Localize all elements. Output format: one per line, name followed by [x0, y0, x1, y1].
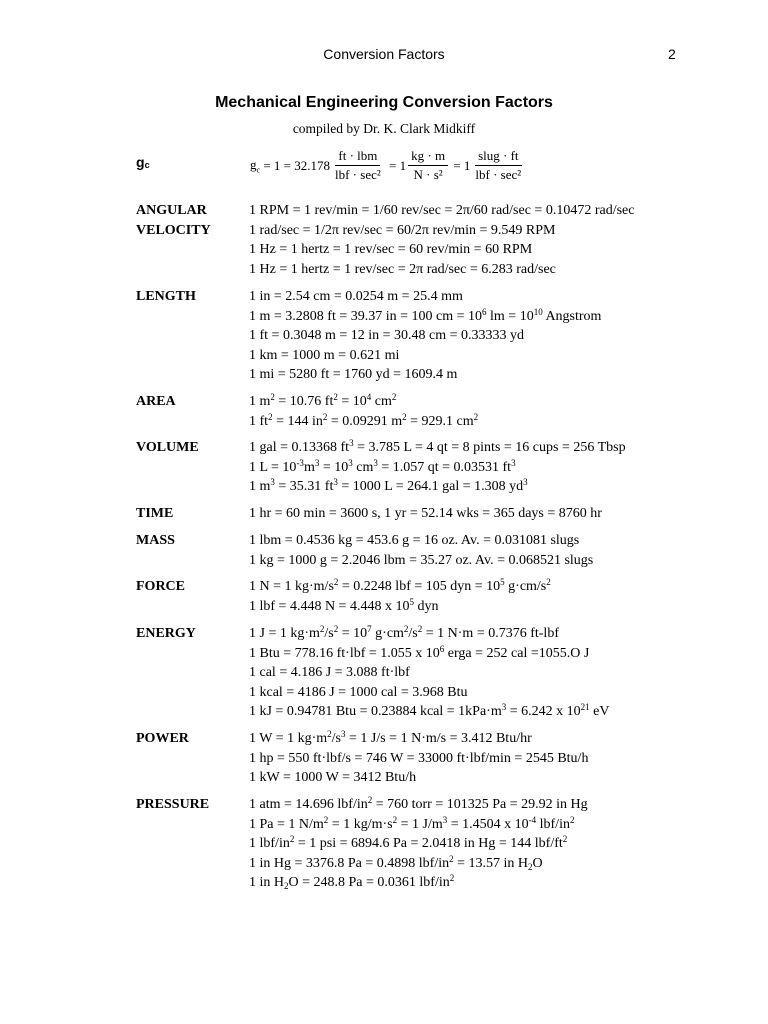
conversion-line: 1 rad/sec = 1/2π rev/sec = 60/2π rev/min = 9.549 RPM	[249, 222, 556, 238]
gc-fraction-2-numerator: kg · m	[408, 148, 448, 166]
conversion-line: 1 W = 1 $kg\cdot m^2/s^3 = 1$ J/s = 1 N·m/s = 3.412 Btu/hr	[249, 729, 532, 746]
gc-fraction-3-numerator: slug · ft	[475, 148, 521, 166]
conversion-line: 1 hr = 60 min = 3600 s, 1 yr = 52.14 wks = 365 days = 8760 hr	[249, 506, 602, 521]
conversion-line: 1 kcal = 4186 J = 1000 cal = 3.968 Btu	[249, 684, 468, 700]
conversion-line: 1 $m^3 = 35.31$ $ft^3 = 1000$ L = 264.1 gal = 1.308 $yd^3$	[249, 477, 528, 494]
conversion-line: 1 Hz = 1 hertz = 1 rev/sec = 2π rad/sec = 6.283 rad/sec	[249, 261, 556, 277]
conversion-line: 1 atm = 14.696 lbf/$in^2 = 760$ torr = 101325 Pa = 29.92 in Hg	[249, 795, 588, 812]
conversion-line: 1 $L = 10^{-3}m^3 = 10^3$ $cm^3 = 1.057$ qt = 0.03531 $ft^3$	[249, 457, 516, 475]
gc-fraction-2-denominator: N · s²	[413, 167, 443, 182]
gc-fraction-3-denominator: lbf · sec²	[475, 167, 522, 182]
conversion-line: 1 lbf = 4.448 N = 4.448 x $10^5$ dyn	[249, 596, 439, 614]
conversion-line: 1 Btu = 778.16 ft·lbf = 1.055 x $10^6$ erga = 252 cal =1055.O J	[249, 643, 590, 661]
conversion-lines	[249, 201, 634, 279]
conversion-line: 1 m = 3.2808 ft = 39.37 in = 100 cm = $10^6$ lm = $10^{10}$ Angstrom	[249, 306, 602, 324]
conversion-line: 1 RPM = 1 rev/min = 1/60 rev/sec = 2π/60 rad/sec = 0.10472 rad/sec	[249, 203, 635, 218]
document-title: Mechanical Engineering Conversion Factors	[215, 94, 553, 111]
gc-fraction-2	[408, 148, 448, 183]
category-label: POWER	[136, 731, 189, 746]
conversion-line: 1 N = 1 $kg\cdot m/s^2 = 0.2248$ lbf = 105 dyn = $10^5$ $g\cdot cm/s^2$	[249, 577, 551, 594]
conversion-line: 1 hp = 550 ft·lbf/s = 746 W = 33000 ft·lbf/min = 2545 Btu/h	[249, 750, 589, 766]
gc-eq-part-1: = 1 = 32.178	[260, 157, 330, 173]
category-label: AREA	[136, 394, 176, 409]
gc-fraction-3	[472, 148, 524, 183]
conversion-line: 1 $m^2 = 10.76$ $ft^2 = 10^4$ $cm^2$	[249, 392, 397, 409]
conversion-line: 1 kJ = 0.94781 Btu = 0.23884 kcal = $1kPa\cdot m^3 = 6.242$ x $10^{21}$ eV	[249, 702, 610, 719]
conversion-line: 1 in $H_2O = 248.8$ Pa = 0.0361 lbf/$in^2$	[249, 873, 455, 891]
conversion-lines	[249, 392, 478, 431]
conversion-line: 1 lbf/$in^2 = 1$ psi = 6894.6 Pa = 2.0418 in Hg = 144 lbf/$ft^2$	[249, 834, 568, 851]
conversion-lines	[249, 531, 593, 570]
conversion-line: 1 J = 1 $kg\cdot m^2/s^2 = 10^7$ $g\cdot cm^2/s^2 = 1$ N·m = 0.7376 ft-lbf	[249, 624, 559, 641]
conversion-line: 1 ft = 0.3048 m = 12 in = 30.48 cm = 0.33333 yd	[249, 328, 525, 343]
conversion-lines	[249, 624, 609, 722]
category-label: MASS	[136, 533, 175, 548]
conversion-line: 1 $ft^2 = 144$ $in^2 = 0.09291$ $m^2 = 929.1$ $cm^2$	[249, 411, 479, 429]
document-subtitle: compiled by Dr. K. Clark Midkiff	[292, 121, 476, 136]
conversion-line: 1 km = 1000 m = 0.621 mi	[249, 347, 400, 363]
category-label: LENGTH	[136, 289, 196, 304]
category-label: TIME	[136, 506, 174, 521]
page-header-title: Conversion Factors	[323, 46, 445, 62]
conversion-lines	[249, 729, 588, 788]
conversion-line: 1 kW = 1000 W = 3412 Btu/h	[249, 770, 417, 785]
gc-lhs: $g_c$	[250, 156, 261, 175]
gc-eq-part-3: = 1	[450, 157, 471, 173]
conversion-line: 1 Pa = 1 $N/m^2 = 1$ $kg/m\cdot s^2 = 1$ $J/m^3 = 1.4504$ x $10^{-4}$ lbf/$in^2$	[249, 814, 575, 832]
category-label: PRESSURE	[136, 797, 210, 812]
conversion-line: 1 in = 2.54 cm = 0.0254 m = 25.4 mm	[249, 289, 463, 304]
conversion-line: 1 mi = 5280 ft = 1760 yd = 1609.4 m	[249, 367, 458, 382]
conversion-line: 1 Hz = 1 hertz = 1 rev/sec = 60 rev/min = 60 RPM	[249, 242, 533, 257]
conversion-line: 1 lbm = 0.4536 kg = 453.6 g = 16 oz. Av. = 0.031081 slugs	[249, 533, 580, 548]
conversion-lines	[249, 577, 551, 616]
conversion-lines	[249, 504, 602, 524]
category-label: ANGULAR VELOCITY	[136, 203, 211, 238]
conversion-line: 1 kg = 1000 g = 2.2046 lbm = 35.27 oz. Av. = 0.068521 slugs	[249, 552, 594, 568]
page-number: 2	[668, 46, 676, 62]
gc-equation	[250, 148, 526, 183]
gc-fraction-1-denominator: lbf · sec²	[334, 167, 381, 182]
gc-label: $g_c$	[136, 154, 150, 170]
conversion-lines	[249, 795, 588, 893]
conversion-line: 1 gal = 0.13368 $ft^3 = 3.785$ L = 4 qt = 8 pints = 16 cups = 256 Tbsp	[249, 438, 626, 455]
category-label: FORCE	[136, 579, 185, 594]
conversion-lines	[249, 438, 626, 497]
conversion-lines	[249, 287, 601, 385]
category-label: VOLUME	[136, 440, 199, 455]
conversion-line: 1 in Hg = 3376.8 Pa = 0.4898 lbf/$in^2 = 13.57$ in $H_2O$	[249, 853, 543, 872]
category-label: ENERGY	[136, 626, 196, 641]
gc-fraction-1	[332, 148, 384, 183]
conversion-line: 1 cal = 4.186 J = 3.088 ft·lbf	[249, 665, 410, 680]
gc-eq-part-2: = 1	[385, 157, 407, 173]
gc-fraction-1-numerator: ft · lbm	[335, 148, 380, 166]
